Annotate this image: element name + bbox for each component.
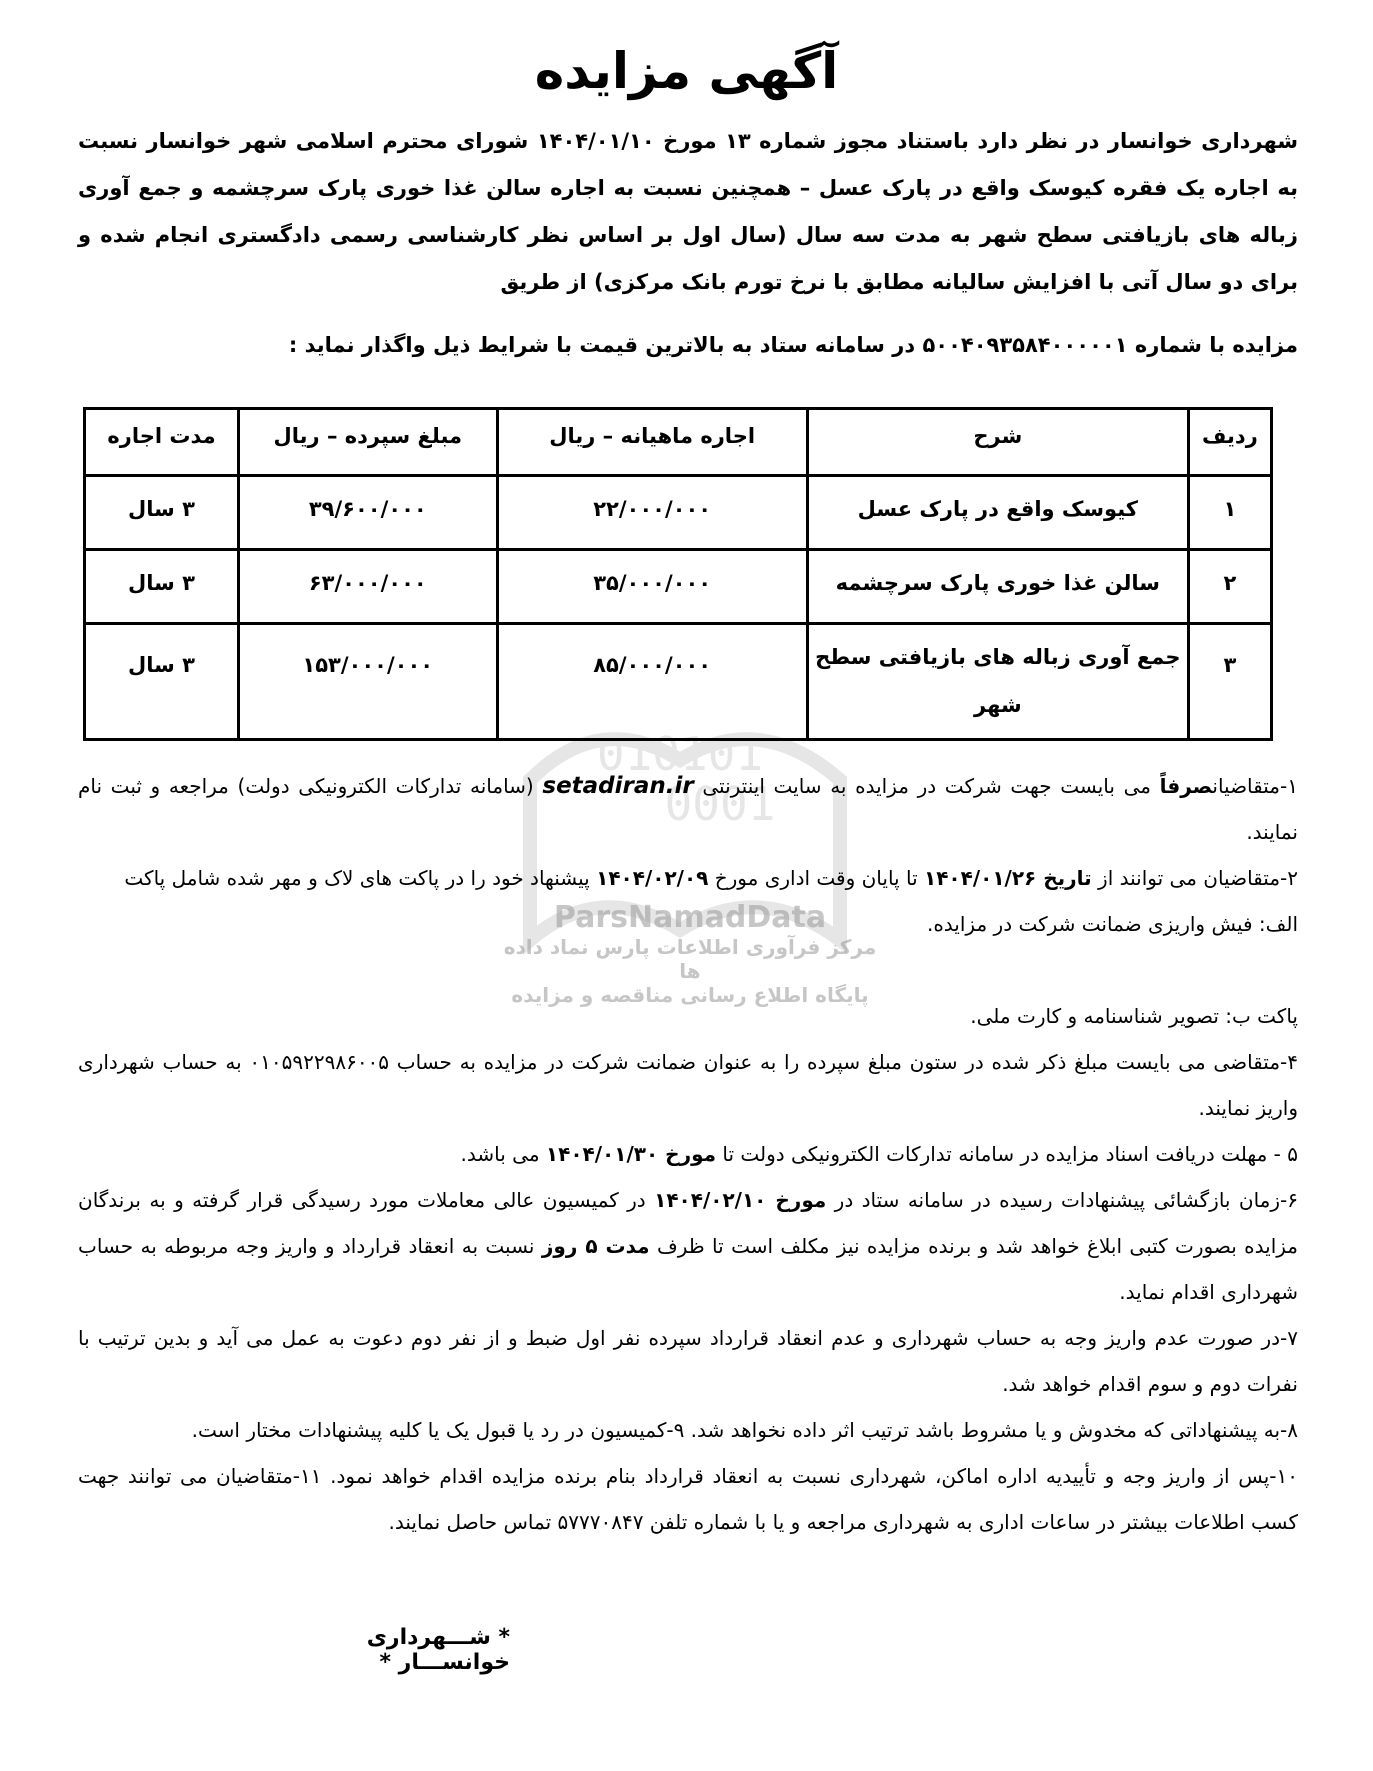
table-row <box>85 476 1272 550</box>
condition-2-text: تا پایان وقت اداری مورخ <box>708 866 924 890</box>
condition-5-prefix: ۵ - مهلت دریافت اسناد مزایده در سامانه تدارکات الکترونیکی دولت تا <box>716 1142 1298 1166</box>
condition-1-suffix: (سامانه تدارکات الکترونیکی دولت) مراجعه و ثبت نام نمایند. <box>78 774 1298 844</box>
cell-duration: ۳ سال <box>85 550 239 624</box>
condition-6-text: در کمیسیون عالی معاملات مورد رسیدگی قرار گرفته و به برندگان مزایده بصورت کتبی ابلاغ خواهد شد و برنده مزایده نیز مکلف است تا ظرف <box>78 1188 1299 1258</box>
table-row <box>85 624 1272 740</box>
auction-number-line: مزایده با شماره ۵۰۰۴۰۹۳۵۸۴۰۰۰۰۰۱ در سامانه ستاد به بالاترین قیمت با شرایط ذیل واگذار نماید : <box>288 333 1298 357</box>
header-deposit: مبلغ سپرده – ریال <box>239 409 498 476</box>
header-row-number: ردیف <box>1188 409 1271 476</box>
auction-items-table <box>83 407 1273 741</box>
table-row <box>85 550 1272 624</box>
cell-monthly-rent: ۳۵/۰۰۰/۰۰۰ <box>497 550 807 624</box>
cell-monthly-rent: ۸۵/۰۰۰/۰۰۰ <box>497 624 807 740</box>
condition-6-suffix: نسبت به انعقاد قرارداد و واریز وجه مربوطه به حساب شهرداری اقدام نماید. <box>78 1234 1298 1304</box>
watermark-line1: مرکز فرآوری اطلاعات پارس نماد داده ها <box>503 935 877 983</box>
condition-2-end-date: ۱۴۰۴/۰۲/۰۹ <box>596 866 709 890</box>
setadiran-link[interactable]: setadiran.ir <box>542 773 694 799</box>
condition-10-11: ۱۰-پس از واریز وجه و تأییدیه اداره اماکن، شهرداری نسبت به انعقاد قرارداد بنام برنده مزایده اقدام خواهد نمود. ۱۱-متقاضیان می توانند جهت کسب اطلاعات بیشتر در ساعات اداری به شهرداری مراجعه و یا با شماره تلفن ۵۷۷۷۰۸۴۷ تماس حاصل نمایند. <box>78 1464 1298 1534</box>
header-duration: مدت اجاره <box>85 409 239 476</box>
condition-6 <box>78 1177 1298 1315</box>
cell-description: سالن غذا خوری پارک سرچشمه <box>807 550 1188 624</box>
table-header-row <box>85 409 1272 476</box>
cell-deposit: ۶۳/۰۰۰/۰۰۰ <box>239 550 498 624</box>
cell-monthly-rent: ۲۲/۰۰۰/۰۰۰ <box>497 476 807 550</box>
cell-row-number: ۱ <box>1188 476 1271 550</box>
cell-duration: ۳ سال <box>85 624 239 740</box>
condition-8-9: ۸-به پیشنهاداتی که مخدوش و یا مشروط باشد ترتیب اثر داده نخواهد شد. ۹-کمیسیون در رد یا قبول یک یا کلیه پیشنهادات مختار است. <box>191 1418 1298 1442</box>
condition-2-suffix: پیشنهاد خود را در پاکت های لاک و مهر شده شامل پاکت <box>124 866 597 890</box>
header-monthly-rent: اجاره ماهیانه – ریال <box>497 409 807 476</box>
condition-1 <box>78 763 1298 855</box>
condition-6-days: مدت ۵ روز <box>541 1234 650 1258</box>
condition-2-prefix: ۲-متقاضیان می توانند از <box>1091 866 1298 890</box>
cell-deposit: ۳۹/۶۰۰/۰۰۰ <box>239 476 498 550</box>
cell-deposit: ۱۵۳/۰۰۰/۰۰۰ <box>239 624 498 740</box>
cell-description: کیوسک واقع در پارک عسل <box>807 476 1188 550</box>
cell-duration: ۳ سال <box>85 476 239 550</box>
spacer <box>78 947 1298 993</box>
signature-municipality: * شـــهرداری خوانســـار * <box>366 1625 510 1675</box>
svg-text:010101: 010101 <box>596 727 764 781</box>
condition-2-start-date: تاریخ ۱۴۰۴/۰۱/۲۶ <box>924 866 1092 890</box>
condition-7: ۷-در صورت عدم واریز وجه به حساب شهرداری و عدم انعقاد قرارداد سپرده نفر اول ضبط و از نفر دوم دعوت به عمل می آید و بدین ترتیب با نفرات دوم و سوم اقدام خواهد شد. <box>78 1326 1298 1396</box>
cell-row-number: ۳ <box>1188 624 1271 740</box>
condition-6-date: مورخ ۱۴۰۴/۰۲/۱۰ <box>654 1188 827 1212</box>
condition-5-date: مورخ ۱۴۰۴/۰۱/۳۰ <box>545 1142 716 1166</box>
header-description: شرح <box>807 409 1188 476</box>
notice-title: آگهی مزایده <box>534 42 839 100</box>
condition-1-prefix: ۱-متقاضیان <box>1212 774 1298 798</box>
cell-row-number: ۲ <box>1188 550 1271 624</box>
cell-description: جمع آوری زباله های بازیافتی سطح شهر <box>807 624 1188 740</box>
intro-paragraph: شهرداری خوانسار در نظر دارد باستناد مجوز شماره ۱۳ مورخ ۱۴۰۴/۰۱/۱۰ شورای محترم اسلامی شهر خوانسار نسبت به اجاره یک فقره کیوسک واقع در پارک عسل – همچنین نسبت به اجاره سالن غذا خوری پارک سرچشمه و جمع آوری زباله های بازیافتی سطح شهر به مدت سه سال (سال اول بر اساس نظر کارشناسی رسمی دادگستری انجام شده و برای دو سال آتی با افزایش سالیانه مطابق با نرخ تورم بانک مرکزی) از طریق <box>78 129 1298 294</box>
condition-6-prefix: ۶-زمان بازگشائی پیشنهادات رسیده در سامانه ستاد در <box>826 1188 1299 1212</box>
condition-1-emphasis: صرفاً <box>1159 774 1213 798</box>
condition-1-text: می بایست جهت شرکت در مزایده به سایت اینترنتی <box>693 774 1160 798</box>
svg-text:0001: 0001 <box>664 777 776 831</box>
conditions-list <box>78 763 1298 1545</box>
condition-2-envelope-a: الف: فیش واریزی ضمانت شرکت در مزایده. <box>926 912 1298 936</box>
condition-4: ۴-متقاضی می بایست مبلغ ذکر شده در ستون مبلغ سپرده را به عنوان ضمانت شرکت در مزایده به حساب ۰۱۰۵۹۲۲۹۸۶۰۰۵ به حساب شهرداری واریز نمایند. <box>78 1050 1298 1120</box>
condition-5 <box>78 1131 1298 1177</box>
watermark-line2: پایگاه اطلاع رسانی مناقصه و مزایده <box>511 983 869 1007</box>
condition-2 <box>78 855 1298 901</box>
watermark-brand: ParsNamadData <box>553 900 827 935</box>
condition-3-envelope-b: پاکت ب: تصویر شناسنامه و کارت ملی. <box>970 1004 1298 1028</box>
condition-5-suffix: می باشد. <box>460 1142 546 1166</box>
